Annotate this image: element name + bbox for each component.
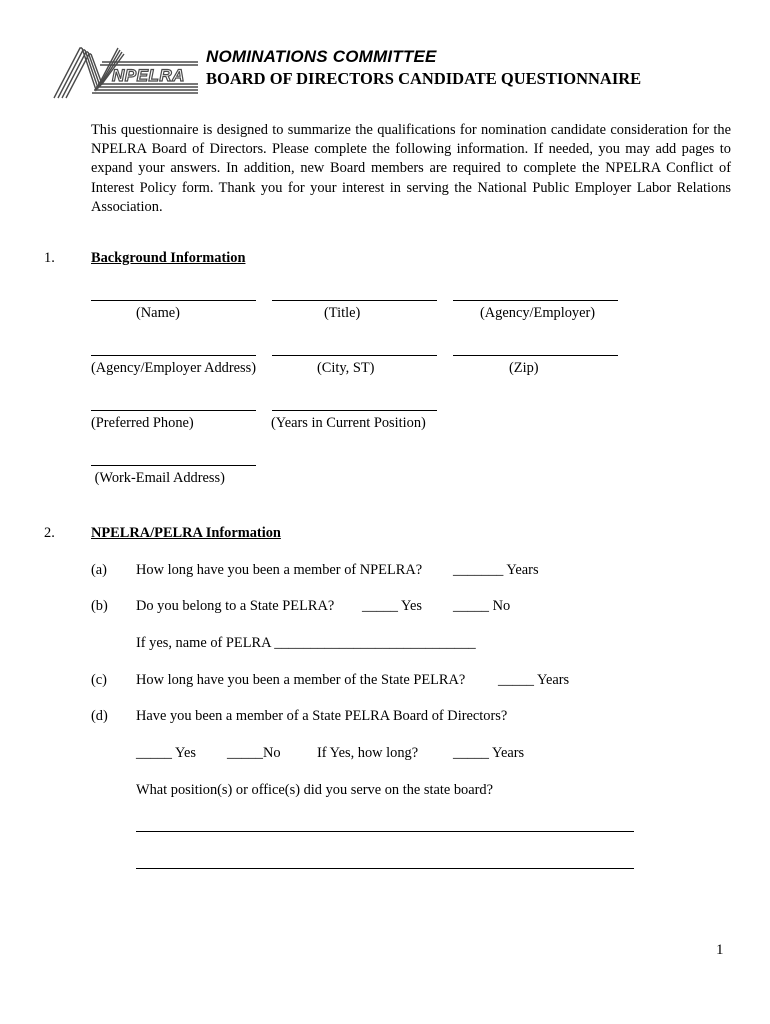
title-label: (Title) bbox=[324, 305, 361, 321]
section1-title: Background Information bbox=[91, 250, 246, 266]
section1-number: 1. bbox=[44, 250, 55, 266]
city-input-line[interactable] bbox=[272, 355, 437, 356]
page-number: 1 bbox=[716, 942, 724, 958]
phone-label: (Preferred Phone) bbox=[91, 415, 194, 431]
item-c-question: How long have you been a member of the State PELRA? bbox=[136, 672, 466, 688]
phone-input-line[interactable] bbox=[91, 410, 256, 411]
section2-title: NPELRA/PELRA Information bbox=[91, 525, 281, 541]
logo-text: NPELRA bbox=[112, 66, 185, 85]
city-label: (City, ST) bbox=[317, 360, 375, 376]
item-c-answer[interactable]: _____ Years bbox=[498, 672, 570, 688]
item-b-letter: (b) bbox=[91, 598, 108, 614]
item-a-letter: (a) bbox=[91, 562, 107, 578]
questionnaire-title: BOARD OF DIRECTORS CANDIDATE QUESTIONNAIRE bbox=[206, 69, 642, 88]
item-b-question: Do you belong to a State PELRA? bbox=[136, 598, 335, 614]
address-input-line[interactable] bbox=[91, 355, 256, 356]
item-d-yes[interactable]: _____ Yes bbox=[136, 745, 196, 761]
item-d-question: Have you been a member of a State PELRA Board of Directors? bbox=[136, 708, 508, 724]
committee-title: NOMINATIONS COMMITTEE bbox=[206, 47, 437, 66]
years-position-label: (Years in Current Position) bbox=[271, 415, 426, 431]
item-c-letter: (c) bbox=[91, 672, 107, 688]
npelra-logo bbox=[52, 44, 198, 102]
item-d-how-long: If Yes, how long? bbox=[317, 745, 419, 761]
zip-label: (Zip) bbox=[509, 360, 539, 376]
title-input-line[interactable] bbox=[272, 300, 437, 301]
address-label: (Agency/Employer Address) bbox=[91, 360, 257, 376]
positions-answer-line-2[interactable] bbox=[136, 868, 634, 869]
item-b-pelra-name[interactable]: If yes, name of PELRA ____________________________ bbox=[136, 635, 476, 651]
agency-input-line[interactable] bbox=[453, 300, 618, 301]
intro-paragraph: This questionnaire is designed to summarize the qualifications for nomination candidate consideration for the NPELRA Board of Directors. Please complete the following information. If needed, you may add pages to expand your answers. In addition, new Board members are required to complete the NPELRA Conflict of Interest Policy form. Thank you for your interest in serving the National Public Employer Labor Relations Association. bbox=[91, 122, 731, 215]
item-b-yes[interactable]: _____ Yes bbox=[362, 598, 422, 614]
item-d-letter: (d) bbox=[91, 708, 108, 724]
item-a-answer[interactable]: _______ Years bbox=[453, 562, 539, 578]
name-input-line[interactable] bbox=[91, 300, 256, 301]
section2-number: 2. bbox=[44, 525, 55, 541]
agency-label: (Agency/Employer) bbox=[480, 305, 596, 321]
zip-input-line[interactable] bbox=[453, 355, 618, 356]
email-input-line[interactable] bbox=[91, 465, 256, 466]
item-d-positions-question: What position(s) or office(s) did you serve on the state board? bbox=[136, 782, 493, 798]
item-b-no[interactable]: _____ No bbox=[453, 598, 511, 614]
email-label: (Work-Email Address) bbox=[91, 470, 225, 486]
years-position-input-line[interactable] bbox=[272, 410, 437, 411]
item-d-years[interactable]: _____ Years bbox=[453, 745, 525, 761]
name-label: (Name) bbox=[136, 305, 180, 321]
item-a-question: How long have you been a member of NPELRA? bbox=[136, 562, 423, 578]
positions-answer-line-1[interactable] bbox=[136, 831, 634, 832]
item-d-no[interactable]: _____No bbox=[227, 745, 281, 761]
